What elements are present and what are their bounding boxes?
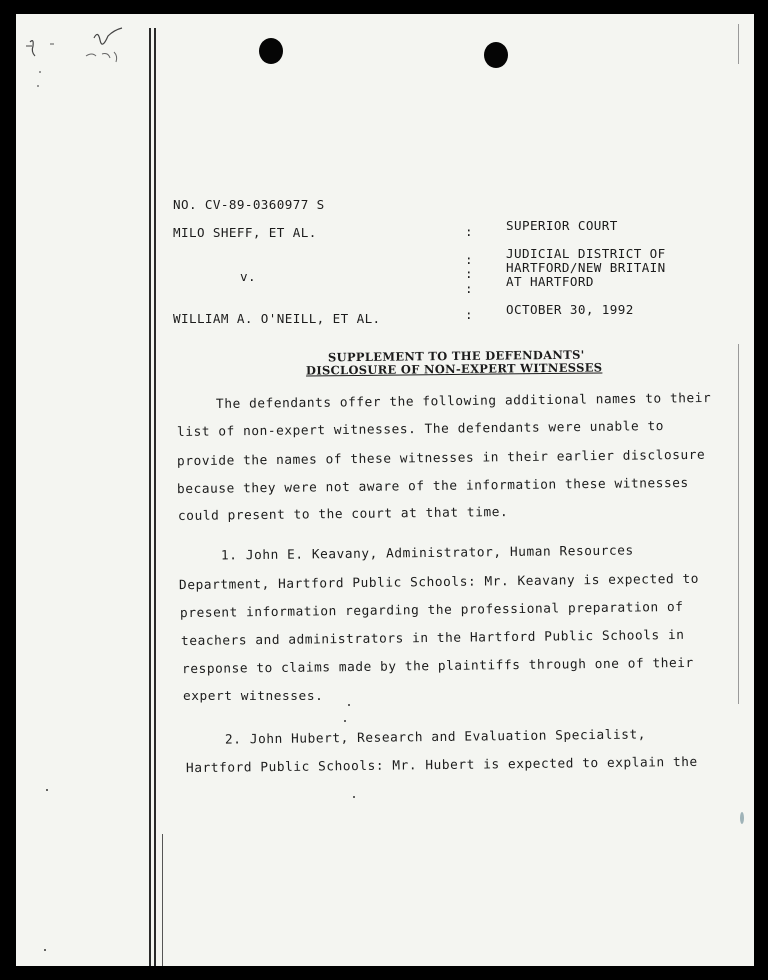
edge-mark (738, 24, 739, 64)
punch-hole-left (259, 38, 283, 64)
intro-line: provide the names of these witnesses in their earlier disclosure (176, 447, 706, 470)
defendant-name: WILLIAM A. O'NEILL, ET AL. (173, 311, 381, 326)
speck (353, 796, 355, 798)
versus-label: v. (240, 269, 256, 284)
item1-line: present information regarding the professional preparation of (179, 599, 684, 622)
document-page (16, 14, 754, 966)
court-name: SUPERIOR COURT (506, 218, 618, 233)
item1-line: expert witnesses. (183, 689, 324, 704)
speck (44, 949, 46, 951)
speck (348, 704, 350, 706)
intro-line: could present to the court at that time. (177, 504, 509, 525)
item1-line: response to claims made by the plaintiffs through one of their (181, 655, 694, 678)
document-title-line-2: DISCLOSURE OF NON-EXPERT WITNESSES (305, 360, 603, 378)
margin-rule-inner (154, 28, 156, 966)
edge-mark (738, 344, 739, 704)
caption-separator: : (465, 281, 473, 296)
plaintiff-name: MILO SHEFF, ET AL. (173, 225, 317, 240)
caption-separator: : (465, 266, 473, 281)
item1-line: Department, Hartford Public Schools: Mr. Keavany is expected to (178, 571, 700, 594)
margin-rule-outer (149, 28, 151, 966)
margin-rule-inner-2 (162, 834, 163, 966)
caption-separator: : (465, 252, 473, 267)
intro-line: The defendants offer the following additional names to their (215, 390, 712, 413)
caption-separator: : (465, 224, 473, 239)
caption-separator: : (465, 307, 473, 322)
punch-hole-right (484, 42, 508, 68)
document-title-line-1: SUPPLEMENT TO THE DEFENDANTS' (327, 347, 585, 365)
filing-date: OCTOBER 30, 1992 (506, 302, 634, 317)
item1-line: 1. John E. Keavany, Administrator, Human Resources (220, 543, 634, 564)
item1-line: teachers and administrators in the Hartford Public Schools in (180, 627, 685, 650)
docket-number: NO. CV-89-0360977 S (173, 197, 325, 212)
speck (344, 720, 346, 722)
item2-line: Hartford Public Schools: Mr. Hubert is expected to explain the (185, 754, 698, 777)
speck (740, 812, 744, 824)
district-line-3: AT HARTFORD (506, 274, 594, 289)
district-line-1: JUDICIAL DISTRICT OF (506, 246, 666, 261)
handwritten-margin-note (22, 24, 132, 104)
speck (46, 789, 48, 791)
district-line-2: HARTFORD/NEW BRITAIN (506, 260, 666, 275)
intro-line: because they were not aware of the information these witnesses (176, 475, 689, 498)
item2-line: 2. John Hubert, Research and Evaluation Specialist, (224, 727, 647, 748)
intro-line: list of non-expert witnesses. The defendants were unable to (176, 419, 665, 440)
